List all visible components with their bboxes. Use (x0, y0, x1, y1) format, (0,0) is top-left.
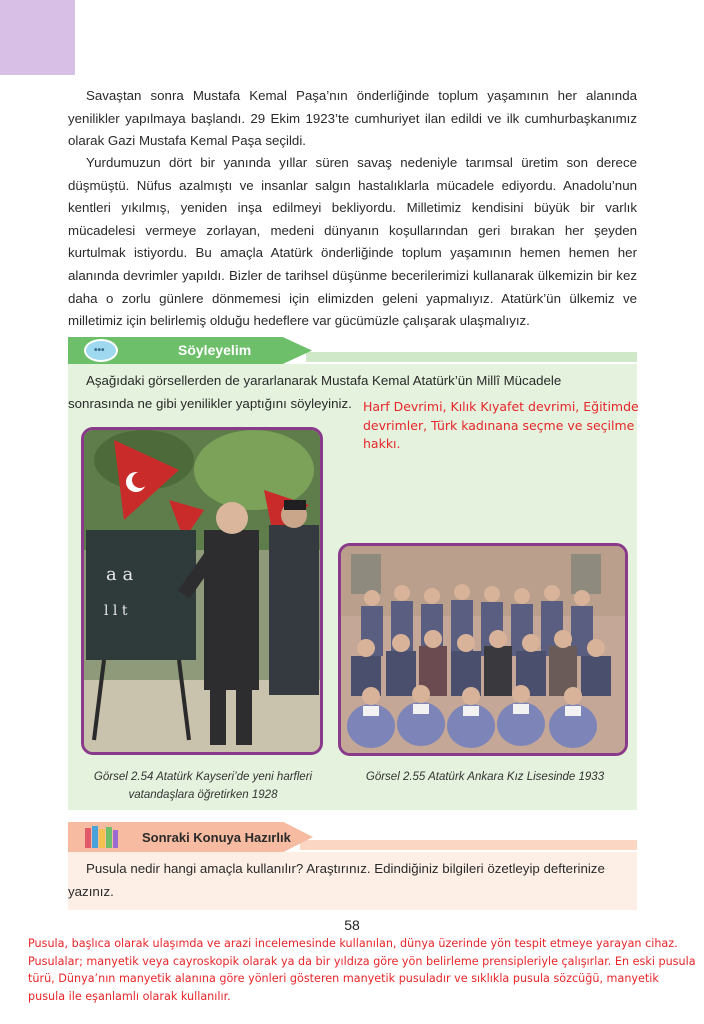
photo-ataturk-kayseri (81, 427, 323, 755)
paragraph-2-text: Yurdumuzun dört bir yanında yıllar süren savaş nedeniyle tarımsal üretim son derece düşmüştü. Nüfus azalmıştı ve insanlar salgın hastalıklarla mücadele ediyordu. Anadolu’nun kentleri yıkılmış, yeniden inşa edilmeyi bekliyordu. Milletimiz kendisini büyük bir varlık mücadelesi vermeye zorlayan, medeni dünyanın koşullarından geri bırakan her şeyden kurtulmak istiyordu. Bu amaçla Atatürk önderliğinde toplum yaşamının hemen hemen her alanında devrimler yapıldı. Bizler de tarihsel düşünme becerilerimizi kullanarak ülkemizin bir kez daha o zorlu günlere dönmemesi için elimizden geleni yapmalıyız. Atatürk’ün ülkemiz ve milletimiz için belirlemiş olduğu hedeflere var gücümüzle çalışarak ulaşmalıyız. (68, 155, 637, 329)
books-icon (84, 825, 120, 849)
photo-ankara-kiz-lisesi-art (341, 546, 625, 753)
speech-bubble-dots: ••• (94, 345, 105, 356)
soyleyelim-header-bar (306, 352, 637, 362)
next-topic-title: Sonraki Konuya Hazırlık (142, 830, 291, 845)
handwritten-note: Pusula, başlıca olarak ulaşımda ve arazi incelemesinde kullanılan, dünya üzerinde yön tespit etmeye yarayan cihaz. Pusulalar; manyetik veya cayroskopik olarak ya da bir yıldıza göre yön belirleme prensipleriyle çalışırlar. En eski pusula türü, Dünya’nın manyetik alanına göre yönleri gösteren manyetik pusuladır ve sıklıkla pusula sözcüğü, manyetik pusula ile eşanlamlı olarak kullanılır. (28, 937, 696, 1003)
soyleyelim-header (68, 337, 637, 364)
soyleyelim-title: Söyleyelim (178, 342, 252, 358)
photo-ataturk-kayseri-art (84, 430, 320, 752)
photo-ankara-kiz-lisesi (338, 543, 628, 756)
paragraph-2 (68, 152, 637, 333)
page-number: 58 (344, 917, 360, 933)
next-topic-header (68, 822, 637, 852)
handwritten-answer: Harf Devrimi, Kılık Kıyafet devrimi, Eğitimde devrimler, Türk kadınana seçme ve seçilme hakkı. (363, 399, 639, 451)
next-topic-question (68, 858, 637, 903)
svg-text:l l t: l l t (104, 603, 128, 619)
paragraph-1 (68, 85, 637, 153)
speech-bubble-icon (84, 339, 118, 362)
corner-decoration (0, 0, 75, 75)
figure-2-54-caption: Görsel 2.54 Atatürk Kayseri’de yeni harfleri vatandaşlara öğretirken 1928 (93, 771, 313, 801)
svg-text:a a: a a (106, 564, 134, 585)
next-topic-question-text: Pusula nedir hangi amaçla kullanılır? Araştırınız. Edindiğiniz bilgileri özetleyip defterinize yazınız. (68, 861, 605, 899)
soyleyelim-question-text: Aşağıdaki görsellerden de yararlanarak Mustafa Kemal Atatürk’ün Millî Mücadele sonrasında ne gibi yenilikler yaptığını söyleyiniz. (68, 373, 562, 411)
figure-2-55-caption: Görsel 2.55 Atatürk Ankara Kız Lisesinde 1933 (365, 771, 605, 783)
paragraph-1-text: Savaştan sonra Mustafa Kemal Paşa’nın önderliğinde toplum yaşamının her alanında yenilikler yapılmaya başlandı. 29 Ekim 1923’te cumhuriyet ilan edildi ve ilk cumhurbaşkanımız olarak Gazi Mustafa Kemal Paşa seçildi. (68, 88, 637, 149)
next-topic-header-bar (300, 840, 637, 850)
